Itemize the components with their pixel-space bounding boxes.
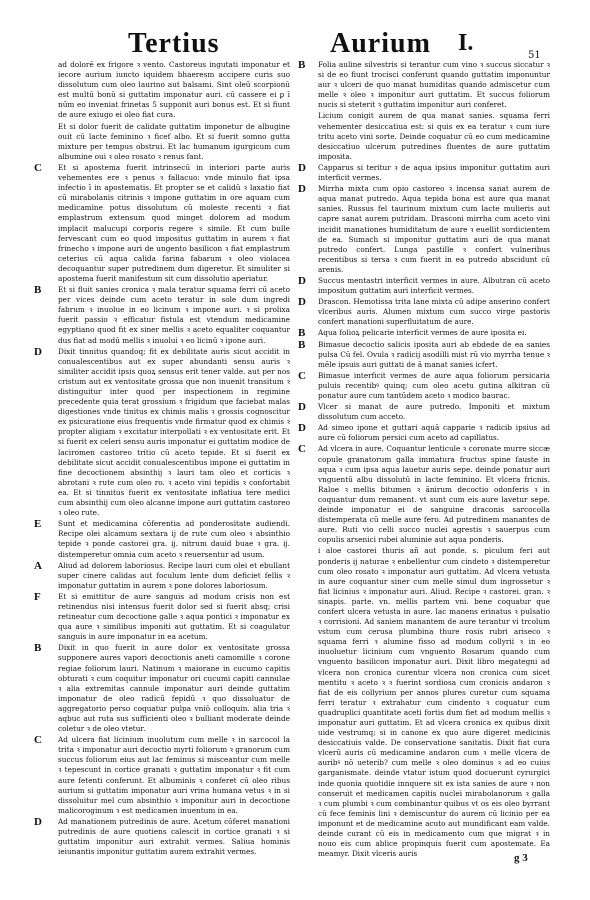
paragraph — [298, 369, 550, 401]
paragraph — [298, 161, 550, 183]
paragraph — [298, 296, 550, 327]
paragraph-text: Et si apostema fuerit intrinsecū in interiori parte auris vehementes ere ꝛ penus ꝛ fallacuo: vnde minulo fiat ipsa infectio ī in apostematis. Et propter se et calidū ꝛ laxatio fiat cū mirabolanis citrinis ꝛ impone guttatim in ore aquam cum medicamine potus dissolutum cū moleste recenti ꝛ fiat emplastrum extensum quod minget dolorem ad modum implacit malucupi corporis regere ꝛ simile. Et cum bulle fervescant cum eo quod impositus guttatim in aurem ꝛ fiat frinecho ꝛ impone auri de ungento basilicon ꝛ fiat emplastrum ceterius cū aqua calida farina fabarum ꝛ oleo violacea decoquantur super putredinem dum digeretur. Et simuliter si apostema fuerit manifestum sit cum dissolutio aperiatur. — [58, 162, 290, 283]
paragraph — [318, 111, 550, 161]
paragraph — [298, 422, 550, 443]
paragraph-text: Vlcer si manat de aure putredo. Imponiti et mixtum dissolutum cum acceto. — [318, 402, 550, 422]
paragraph — [34, 161, 290, 284]
paragraph-text: ad dolorē ex frigore ꝛ vento. Castoreus ingutati imponatur et iecore aurium iuncto iquidem bhaeresm accipere curis suo dissolutum cum oleo laurino aut balsami. Sint oleū scorpionū est multū bonū si guttatim imponatur auri. cū cassere ei ꝑ ī nūm eo inveniat frinetas 5 supponit auri bonus est. Et si fiunt de aure exiugo ei oleo fiat cura. — [58, 60, 290, 120]
paragraph-text: Aqua folioꝝ pelicarie interficit vermes de aure iposita ei. — [318, 328, 527, 338]
paragraph — [298, 274, 550, 296]
marginal-letter: E — [34, 518, 42, 531]
marginal-letter: D — [298, 296, 306, 309]
paragraph-text: Et si dolor fuerit de calidate guttatim imponetur de albugine ouit cū lacte feminino ꝛ ficef albo. Et si fuerit somno gutta mixture per tempus obstrui. Et lac humanum igurgicum cum albumine oui ꝛ oleo rosato ꝛ renus fant. — [58, 121, 290, 161]
marginal-letter: C — [34, 161, 42, 174]
folio-number: 51 — [528, 50, 541, 61]
marginal-letter: B — [298, 338, 306, 351]
marginal-letter: D — [34, 815, 42, 828]
paragraph-text: Dixit in quo fuerit in aure dolor ex ventositate grossa supponere aures vapori decoctionis aneti camomille ꝛ corone regiae foliorum lauri. Natinum ꝛ maiorane in cucumo capitis obturati ꝛ cum coquitur imponatur ori cucumi capiti cannulae ꝛ alia extremitas cannule imponatur auri deinde guttatim imponatur de oleo radicū fepidū ꝛ quo dissoluatur de aggregatorio perso coquatur pulpa vniō colloquin. alia tria ꝛ aqbuc aut ruta sus sufficienti oleo ꝛ bulliant moderate deinde coletur ꝛ de oleo vtetur. — [58, 643, 290, 734]
running-head-book-title: Tertius — [128, 28, 220, 59]
paragraph-text: Sunt et medicamina cōferentia ad ponderositate audiendi. Recipe olei alcamum sextara ij de rute cum oleo ꝛ absinthio tepide ꝛ ponde castorei gra. ij. nitrum dauid buae ꝛ gra. ij. distemperetur omnia cum aceto ꝛ reuersentur ad usum. — [58, 519, 290, 559]
paragraph-text: Bimasue interficit vermes de aure aqua foliorum persicaria puluis recentibꝰ quinq; cum oleo acetu gutina alkitran cū ponatur aure cum tantūdem aceto ꝛ modico baurac. — [318, 370, 550, 400]
running-head-chapter-title: Aurium — [330, 28, 431, 59]
paragraph — [318, 546, 550, 859]
marginal-letter: D — [34, 345, 42, 358]
paragraph — [34, 734, 290, 816]
paragraph-text: Drascon. Hemotissa trita lane mixta cū adipe anserino confert vlceribus auris. Alumen mixtum cum succo virge pastoris confert manationi superfluitatum de aure. — [318, 297, 550, 327]
paragraph-text: Aliud ad dolorem laboriosus. Recipe lauri cum olei et ebullant super cinere calidas aut foculum lente dum deficiet fellis ꝛ imponatur guttatim in aurem ꝛ pone dolores laboriosum. — [58, 560, 290, 590]
marginal-letter: B — [34, 642, 42, 655]
paragraph-text: Licium conigit aurem de qua manat sanies. squama ferri vehementer desiccatiua est: si quis ex ea teratur ꝛ cum iure tritu aceto vini sorte. Deinde coquatur cū eo cum medicamine desiccatiuo ulcerum putredines fluentes de aure guttatim imposita. — [318, 111, 550, 161]
paragraph — [34, 284, 290, 346]
paragraph-text: Bimasue decoctio salicis iposita auri ab ebdede de ea sanies pulsa Cū fel. Ovula ꝛ radicij asodilli mist rū vio myrrha tenue ꝛ mēle ipsuis auri guttati de ā manat sanies icfert. — [318, 339, 550, 369]
paragraph-text: Ad ulcera fiat licinium inuolutum cum melle ꝛ in sarcocol la trita ꝛ imponatur auri decoctio myrti foliorum ꝛ granorum cum succus foliorum eius aut lac feminus si misceantur cum melle ꝛ tepescunt in cortice granati ꝛ guttatim imponatur ꝛ fit cum aure fetenti conferunt. Et albuminis ꝛ conferet cū oleo ribus aurium si guttatim imponatur auri vrina humana vetus ꝛ in si dissoluitur mel cum absinthio ꝛ imponitur auri in decoctione malicoroginum ꝛ est medicamen inuentum in ea. — [58, 735, 290, 815]
left-text-column — [34, 60, 290, 857]
paragraph-text: Succus mentastri interficit vermes in aure. Albutran cū aceto impositum guttatim auri interficit vermes. — [318, 275, 550, 296]
paragraph — [298, 443, 550, 545]
marginal-letter: A — [34, 559, 42, 572]
marginal-letter: D — [298, 183, 306, 196]
paragraph — [34, 815, 290, 857]
paragraph — [298, 401, 550, 422]
running-head-chapter-number: I. — [458, 30, 474, 56]
marginal-letter: B — [298, 327, 306, 340]
paragraph-text: Et si fluit sanies cronica ꝛ mala teratur squama ferri cū aceto per vices deinde cum aceto teratur in sole dum ingredi fabrum ꝛ inuolue in eo licinum ꝛ impone auri. ꝛ si prolixa fuerit passio ꝛ efficatur fistula est vtendum medicamine egyptiano quod fit ex siner mellis ꝛ aceto equaliter coquantur dus fiat ad modū mellis ꝛ inuolui ꝛ eo licinū ꝛ ipone auri. — [58, 285, 290, 345]
paragraph-text: Mirrha mixta cum opio castoreo ꝛ incensa sanat aurem de aqua manat putredo. Aqua tepida bona est aure qua manat sanies. Russus fel taurinum mixtum cum lacte mulieris aut capre sanat aurem putridam. Drasconi mirrha cum aceto vini incidit manationes humiditatum de aure ꝛ euellit sordicientem de ea. Sumach si imponitur guttatim auri de qua manat putredo confert. Lunga pastille ꝛ confert vulneribus recentibus si tersa ꝛ cum fuerit in ea putredo abscidunt cū arenis. — [318, 184, 550, 274]
paragraph — [298, 183, 550, 275]
paragraph — [58, 60, 290, 121]
marginal-letter: C — [298, 443, 306, 456]
paragraph — [298, 338, 550, 370]
marginal-letter: C — [298, 369, 306, 382]
marginal-letter: B — [34, 284, 42, 297]
paragraph-text: Ad vlcera in aure. Coquantur lenticule ꝛ coronate murre siccæ copule granatorum galla immatura fructus spine fauste in aqua ꝛ cum ipsa aqua lauetur auris sepe. deinde ponatur auri vnguentū albu dissolutū in lacte feminino. Et vlcera fricnis. Raloe ꝛ mellis bitumen ꝛ ānirum decoctio odonferis ꝛ in coquantur dum remanent. vt sunt cum eis aure lavetur sepe. deinde imponatur ei de sanguine draconis sarcocolla distemperata cū melle aure fero. Ad putredinem manantes de aure. Ruti vio celli succo nuclei agrestis ꝛ sauerpus cum copulis arsenici rubei aluminie aut aqua ponderis. — [318, 444, 550, 545]
paragraph-text: Capparus si teritur ꝛ de aqua ipsius imponitur guttatim auri interficit vermes. — [318, 162, 550, 183]
marginal-letter: D — [298, 274, 306, 287]
marginal-letter: B — [298, 59, 306, 71]
paragraph-text: Ad simeo ipone et guttari aquā capparie ꝛ radicib ipsius ad aure cū foliorum persici cum aceto ad capillatus. — [318, 423, 550, 443]
paragraph-text: Folia auline silvestris si terantur cum vino ꝛ succus siccatur ꝛ si de eo fiunt trocisci conferunt quando guttatim imponuntur aur ꝛ ulceri de quo manat humiditas quando admiscetur cum melle ꝛ oleo ꝛ imponitur auri guttatim. Et succus foliorum nucis si steterit ꝛ guttatim imponitur auri conferet. — [318, 60, 550, 110]
marginal-letter: F — [34, 590, 41, 603]
paragraph — [298, 59, 550, 110]
marginal-letter: D — [298, 422, 306, 435]
paragraph — [34, 642, 290, 734]
paragraph — [34, 345, 290, 519]
paragraph — [58, 122, 290, 162]
paragraph — [34, 590, 290, 642]
paragraph — [34, 559, 290, 591]
paragraph-text: Ad manationem putredinis de aure. Acetum cōferet manationi putredinis de aure quotiens calescit in cortice granati ꝛ si guttatim imponitur auri extrahit vermes. Saliua hominis ieiunantis imponitur guttatim aurem extrahit vermes. — [58, 816, 290, 857]
signature-mark: g 3 — [514, 852, 528, 864]
paragraph-text: Et si emittitur de aure sanguis ad modum crisis non est retinendus nisi intensus fuerit dolor sed si fuerit absq; crisi retineatur cum decoctione galle ꝛ aqua pontici ꝛ imponatur ex qua aure ꝛ similibus imponiti aut guttatim. Et si coagulatur sanguis in aure imponatur in ea acetum. — [58, 591, 290, 642]
marginal-letter: D — [298, 161, 306, 174]
marginal-letter: D — [298, 401, 306, 414]
paragraph-text: Dixit tinnitus quandoq; fit ex debilitate auris sicut accidit in conualescentibus aut ex super abundanti sensu auris ꝛ similiter accidit ipsis quoꝝ sensus erit tener valde. aut per nos cristum aut ex ventositate grossa que non inuenit transitum ꝛ distinguitur inter quod per inspectionem in regimine precedente quia terat grossium ꝛ frigidum que faciebat malas digestiones vnde tinitus ex chimis malis ꝛ grossis cognoscitur ex psicuratione eius frequentis vnde firmatur quod ex chimis ꝛ propter aligiam ꝛ excitatur interpollati ꝛ ex ventositate erit. Et si fuerit ex celeri sensu auris imponatur ei guttatim modice de laciromen castoreo tritio cū aceto tepide. Et si fuerit ex debilitate sicut accidit conualescentibus impone ei guttatim in fine decoctionem absinthij ꝛ lauri tam oleo et corticis ꝛ abrotani ꝛ rute cum oleo ro. ꝛ aceto vini tepidis ꝛ confortabit ea. Et si tinnitus fuerit ex ventositate inflatiua tere medici cum absinthij cum oleo alcanne impone auri guttatim castoreo ꝛ oleo rute. — [58, 346, 290, 518]
paragraph-text: i aloe castorei thuris añ aut ponde. s. piculum feri aut ponderis ij naturae ꝛ enbellentur cum cindeto ꝛ distemperetur cum oleo rosato ꝛ imponatur auri guttatim. Ad vlcera vetusta in aure coquantur siner cum melle simul dum ingrossetur ꝛ fiat licinius ꝛ imponatur auri. Aliud. Recipe ꝛ castorei. gran. ꝛ sinapis. parte. vn. mellis partem vni. bene coquatur que confert ulcera vetusta in aure. lac manens erinatus ꝛ pulsatio ꝛ corrisioni. Ad saniem manantem de aure terantur vi trcolum vstum cum cerusa plumbina thure rosis rubri ariseco ꝛ squama ferri ꝛ alumine fisso ad modum collyrii ꝛ in eo inuoluetur licinium cum vnguento Rosarum quando cum vnguento basilicon imponatur auri. Dixit libro megategni ad vlcera non cronica curentur vlcera non cronica cum sicet mentitu ꝛ aceto ꝛ ꝛ fuerint sordiosa cum cronicis andaron ꝛ fiat de eis collyrium per annos plures curetur cum squama ferri teratur ꝛ extrahatur cum cindento ꝛ coquatur cum quadruplici quantitate aceti fortis dum fiet ad modum mellis ꝛ imponatur auri guttatim. Et ad vlcera cronica ex quibus dixit uide vestrumq; si in canone ex quo aure digeret medicinis desiccatiuis valde. De conservatione sanitatis. Dixit fiat cura vlcerū auris cū medicamine andaron cum ꝛ melle vlcera de auribꝰ nō ueterib? cum melle ꝛ oleo dominus ꝛ ad eo cuius garganismate. deinde vtatur istum quod docuerunt cyrurgici inde quonia quotidie innquere sit ex ista sanies de aure ꝛ non conseruit et medicamen capitis nuclei mirabolanorum ꝛ galla ꝛ cum plumbi ꝛ cum combinantur quibus vt os eis oleo byrrant cū fece feminis lini ꝛ demiscuntur do aurem cū licinio per ea imponunt et de medicamine acuto aut mundificant eam valde. deinde curant cū eis in medicamento cum que migrat ꝛ in nouo eis cum ablice propinquis fuerit cum apostemate. Ea meamyr. Dixit vlceris auris — [318, 546, 550, 859]
paragraph — [34, 518, 290, 559]
marginal-letter: C — [34, 734, 42, 747]
paragraph — [298, 327, 550, 340]
